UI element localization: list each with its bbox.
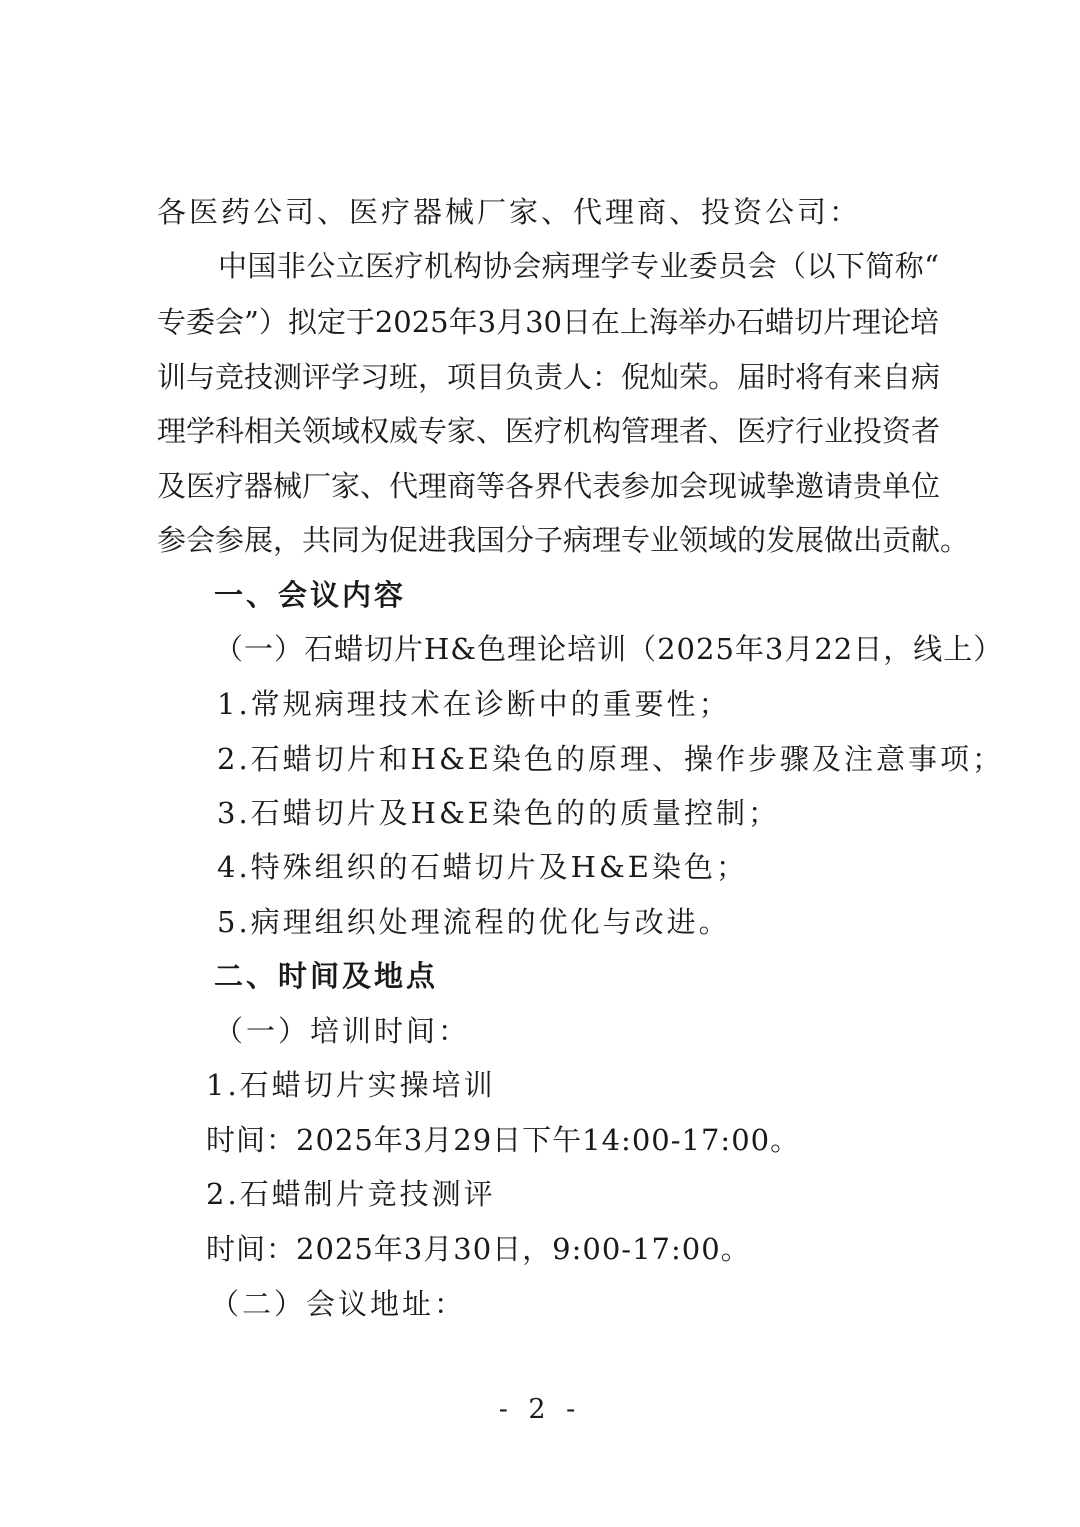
intro-line-3: 训与竞技测评学习班，项目负责人：倪灿荣。届时将有来自病: [157, 360, 941, 394]
intro-line-4: 理学科相关领域权威专家、医疗机构管理者、医疗行业投资者: [157, 414, 941, 448]
content-item-3: 3.石蜡切片及H&E染色的的质量控制；: [217, 796, 780, 830]
content-item-5: 5.病理组织处理流程的优化与改进。: [217, 905, 731, 939]
section-2-heading: 二、时间及地点: [214, 959, 439, 993]
intro-line-2: 专委会”）拟定于2025年3月30日在上海举办石蜡切片理论培: [157, 305, 939, 339]
page-number: - 2 -: [498, 1394, 582, 1425]
venue-heading: （二）会议地址：: [210, 1287, 467, 1321]
section-1-subheading: （一）石蜡切片H&色理论培训（2025年3月22日，线上）: [214, 632, 1004, 666]
training-2-time: 时间：2025年3月30日，9:00-17:00。: [206, 1232, 751, 1266]
training-time-heading: （一）培训时间：: [214, 1014, 471, 1048]
intro-line-1: 中国非公立医疗机构协会病理学专业委员会（以下简称“: [218, 249, 939, 283]
content-item-2: 2.石蜡切片和H&E染色的原理、操作步骤及注意事项；: [217, 742, 1004, 776]
content-item-1: 1.常规病理技术在诊断中的重要性；: [217, 687, 731, 721]
intro-line-5: 及医疗器械厂家、代理商等各界代表参加会现诚挚邀请贵单位: [157, 469, 941, 503]
content-item-4: 4.特殊组织的石蜡切片及H&E染色；: [217, 850, 748, 884]
intro-line-6: 参会参展，共同为促进我国分子病理专业领域的发展做出贡献。: [157, 523, 970, 557]
training-2-title: 2.石蜡制片竞技测评: [206, 1177, 496, 1211]
section-1-heading: 一、会议内容: [214, 578, 407, 612]
addressee: 各医药公司、医疗器械厂家、代理商、投资公司：: [157, 195, 862, 229]
training-1-title: 1.石蜡切片实操培训: [206, 1068, 496, 1102]
training-1-time: 时间：2025年3月29日下午14:00-17:00。: [206, 1123, 801, 1157]
